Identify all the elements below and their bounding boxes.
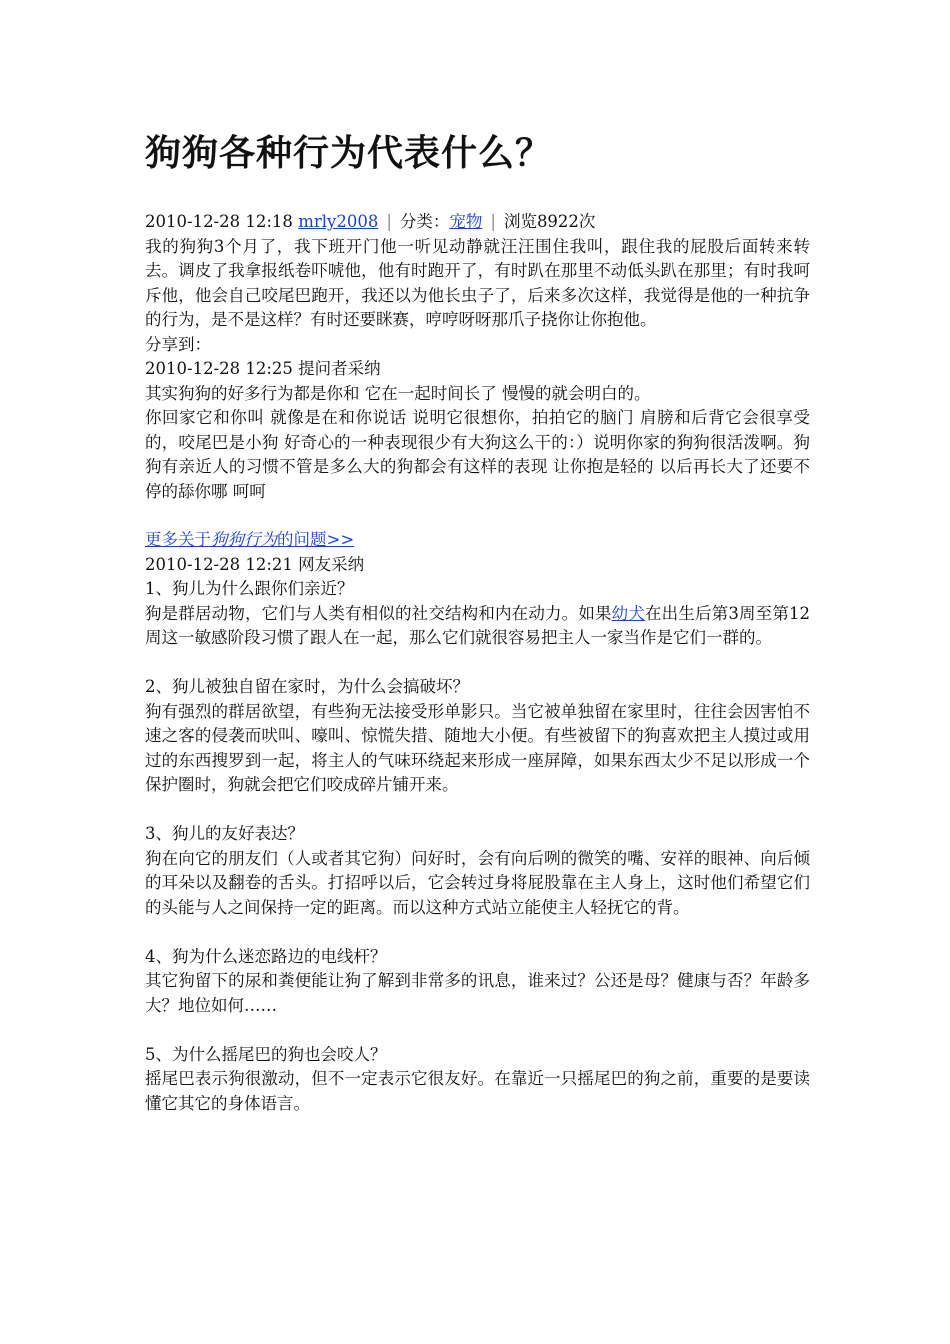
document-page	[145, 128, 810, 1116]
category-link[interactable]: 宠物	[449, 212, 483, 231]
category-label: 分类：	[399, 212, 450, 231]
section-body: 摇尾巴表示狗很激动，但不一定表示它很友好。在靠近一只摇尾巴的狗之前，重要的是要读懂它其它的身体语言。	[145, 1069, 810, 1113]
section-heading: 2、狗儿被独自留在家时，为什么会搞破坏？	[145, 677, 469, 696]
section-heading: 3、狗儿的友好表达？	[145, 824, 304, 843]
meta-separator: |	[386, 212, 392, 231]
section-body: 其它狗留下的尿和粪便能让狗了解到非常多的讯息，谁来过？公还是母？健康与否？年龄多大？地位如何……	[145, 971, 810, 1015]
spacer	[145, 1018, 810, 1043]
post-datetime: 2010-12-28 12:18	[145, 212, 293, 231]
section-body	[145, 602, 810, 651]
section-heading: 4、狗为什么迷恋路边的电线杆？	[145, 946, 387, 966]
meta-separator: |	[490, 212, 496, 231]
spacer	[145, 920, 810, 945]
share-label: 分享到：	[145, 334, 211, 354]
section-body: 狗在向它的朋友们（人或者其它狗）问好时，会有向后咧的微笑的嘴、安祥的眼神、向后倾的耳朵以及翻卷的舌头。打招呼以后，它会转过身将屁股靠在主人身上，这时他们希望它们的头能与人之间保持一定的距离。而以这种方式站立能使主人轻抚它的背。	[145, 848, 810, 917]
puppy-link[interactable]: 幼犬	[611, 603, 646, 623]
question-body: 我的狗狗3个月了，我下班开门他一听见动静就汪汪围住我叫，跟住我的屁股后面转来转去。调皮了我拿报纸卷吓唬他，他有时跑开了，有时趴在那里不动低头趴在那里；有时我呵斥他，他会自己咬尾巴跑开，我还以为他长虫子了，后来多次这样，我觉得是他的一种抗争的行为，是不是这样？有时还要眯赛，哼哼呀呀那爪子挠你让你抱他。	[145, 236, 810, 329]
answer-paragraph: 你回家它和你叫 就像是在和你说话 说明它很想你，拍拍它的脑门 肩膀和后背它会很享受的，咬尾巴是小狗 好奇心的一种表现很少有大狗这么干的：）说明你家的狗狗很活泼啊。狗狗有亲近人的习惯不管是多么大的狗都会有这样的表现 让你抱是轻的 以后再长大了还要不停的舔你哪 呵呵	[145, 408, 810, 501]
answer-header: 2010-12-28 12:25 提问者采纳	[145, 359, 381, 378]
related-prefix: 更多关于	[145, 530, 211, 549]
related-suffix: 的问题>>	[277, 530, 355, 549]
section-body: 狗有强烈的群居欲望，有些狗无法接受形单影只。当它被单独留在家里时，往往会因害怕不速之客的侵袭而吠叫、嚎叫、惊慌失措、随地大小便。有些被留下的狗喜欢把主人摸过或用过的东西搜罗到一起，将主人的气味环绕起来形成一座屏障，如果东西太少不足以形成一个保护圈时，狗就会把它们咬成碎片铺开来。	[145, 701, 810, 794]
section-heading: 5、为什么摇尾巴的狗也会咬人？	[145, 1044, 387, 1064]
spacer	[145, 651, 810, 676]
author-link[interactable]: mrly2008	[298, 212, 379, 231]
section-text: 在出生后第3周至第12周这一敏感阶段习惯了跟人在一起，那么它们就很容易把主人一家当作是它们一群的。	[145, 603, 811, 647]
answer-header: 2010-12-28 12:21 网友采纳	[145, 554, 365, 574]
question-meta	[145, 210, 810, 235]
view-count: 浏览8922次	[503, 212, 596, 231]
page-title: 狗狗各种行为代表什么？	[145, 133, 553, 174]
spacer	[145, 798, 810, 823]
section-heading: 1、狗儿为什么跟你们亲近？	[145, 579, 354, 598]
related-keyword: 狗狗行为	[211, 530, 277, 549]
section-text: 狗是群居动物，它们与人类有相似的社交结构和内在动力。如果	[145, 603, 612, 623]
answer-paragraph: 其实狗狗的好多行为都是你和 它在一起时间长了 慢慢的就会明白的。	[145, 383, 651, 403]
related-questions-link[interactable]	[145, 528, 354, 553]
